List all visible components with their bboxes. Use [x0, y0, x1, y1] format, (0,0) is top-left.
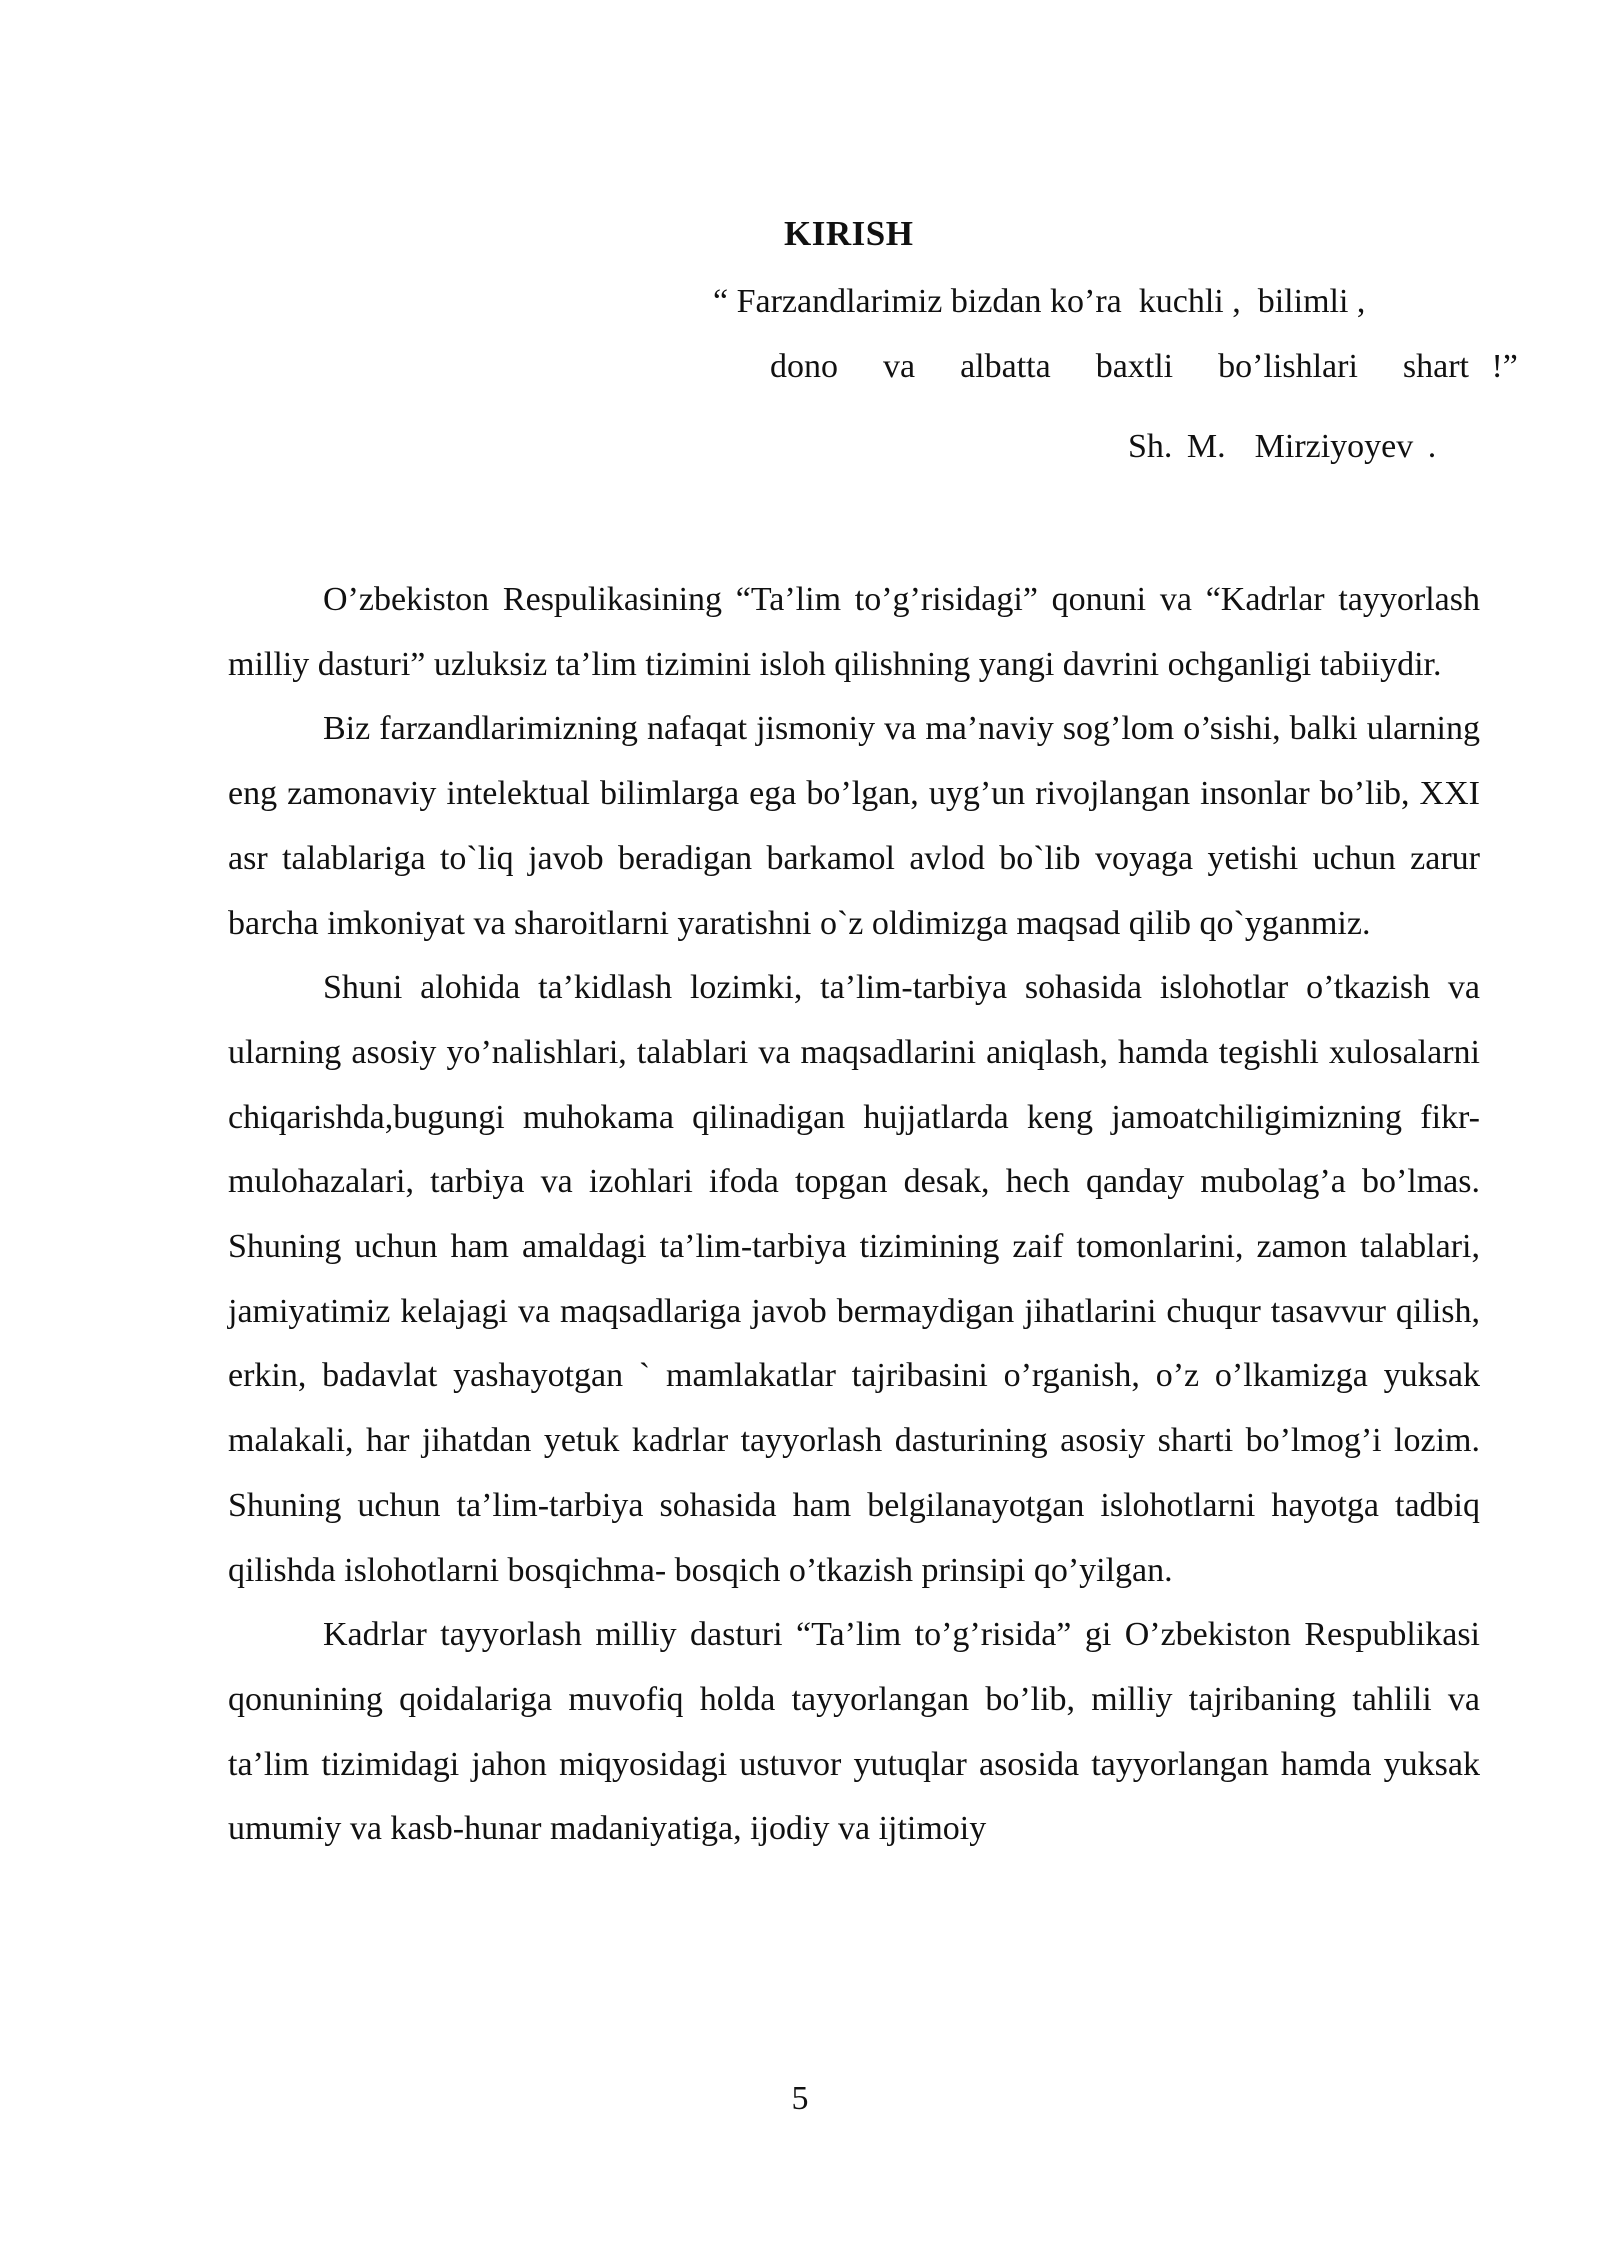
page-number: 5 — [791, 2080, 809, 2117]
paragraph-3: Shuni alohida ta’kidlash lozimki, ta’lim-tarbiya sohasida islohotlar o’tkazish va ularning asosiy yo’nalishlari, talablari va maqsadlarini aniqlash, hamda tegishli xulosalarni chiqarishda,bugungi muhokama qilinadigan hujjatlarda keng jamoatchiligimizning fikr-mulohazalari, tarbiya va izohlari ifoda topgan desak, hech qanday mubolag’a bo’lmas. Shuning uchun ham amaldagi ta’lim-tarbiya tizimining zaif tomonlarini, zamon talablari, jamiyatimiz kelajagi va maqsadlariga javob bermaydigan jihatlarini chuqur tasavvur qilish, erkin, badavlat yashayotgan ` mamlakatlar tajribasini o’rganish, o’z o’lkamizga yuksak malakali, har jihatdan yetuk kadrlar tayyorlash dasturining asosiy sharti bo’lmog’i lozim. Shuning uchun ta’lim-tarbiya sohasida ham belgilanayotgan islohotlarni hayotga tadbiq qilishda islohotlarni bosqichma- bosqich o’tkazish prinsipi qo’yilgan. — [228, 969, 1480, 1589]
paragraph-1: O’zbekiston Respulikasining “Ta’lim to’g’risidagi” qonuni va “Kadrlar tayyorlash milliy dasturi” uzluksiz ta’lim tizimini isloh qilishning yangi davrini ochganligi tabiiydir. — [228, 581, 1480, 683]
body-text — [228, 568, 1480, 1862]
epigraph-author: Sh. M. Mirziyoyev . — [1128, 428, 1437, 465]
epigraph-line-1: “ Farzandlarimiz bizdan ko’ra kuchli , bilimli , — [713, 283, 1366, 320]
page-title: KIRISH — [784, 214, 914, 253]
epigraph-line-2: dono va albatta baxtli bo’lishlari shart !” — [770, 348, 1518, 385]
paragraph-4: Kadrlar tayyorlash milliy dasturi “Ta’lim to’g’risida” gi O’zbekiston Respublikasi qonunining qoidalariga muvofiq holda tayyorlangan bo’lib, milliy tajribaning tahlili va ta’lim tizimidagi jahon miqyosidagi ustuvor yutuqlar asosida tayyorlangan hamda yuksak umumiy va kasb-hunar madaniyatiga, ijodiy va ijtimoiy — [228, 1616, 1480, 1848]
paragraph-2: Biz farzandlarimizning nafaqat jismoniy va ma’naviy sog’lom o’sishi, balki ularning eng zamonaviy intelektual bilimlarga ega bo’lgan, uyg’un rivojlangan insonlar bo’lib, XXI asr talablariga to`liq javob beradigan barkamol avlod bo`lib voyaga yetishi uchun zarur barcha imkoniyat va sharoitlarni yaratishni o`z oldimizga maqsad qilib qo`yganmiz. — [228, 710, 1480, 942]
